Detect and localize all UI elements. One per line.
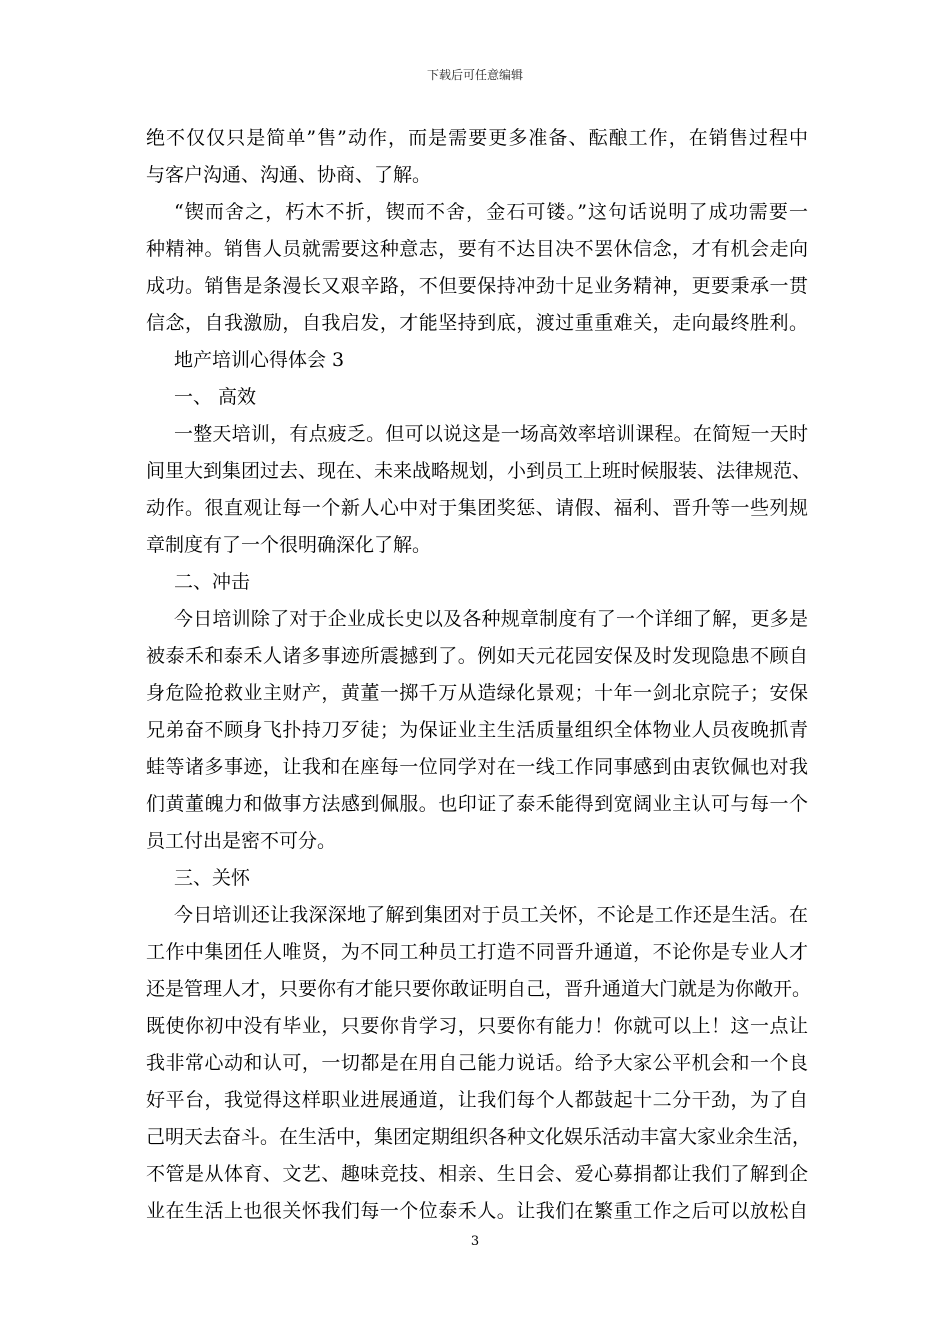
text-line: 种精神。销售人员就需要这种意志，要有不达目决不罢休信念，才有机会走向 bbox=[146, 238, 808, 260]
page-number: 3 bbox=[470, 1234, 480, 1249]
text-line: 不管是从体育、文艺、趣味竞技、相亲、生日会、爱心募捐都让我们了解到企 bbox=[146, 1163, 808, 1185]
text-line: 好平台，我觉得这样职业进展通道，让我们每个人都鼓起十二分干劲，为了自 bbox=[146, 1089, 808, 1111]
text-line: 一、 高效 bbox=[174, 386, 257, 408]
text-line: 今日培训除了对于企业成长史以及各种规章制度有了一个详细了解，更多是 bbox=[174, 608, 808, 630]
text-line: 成功。销售是条漫长又艰辛路，不但要保持冲劲十足业务精神，更要秉承一贯 bbox=[146, 275, 808, 297]
text-line: 己明天去奋斗。在生活中，集团定期组织各种文化娱乐活动丰富大家业余生活， bbox=[146, 1126, 812, 1148]
text-line: 绝不仅仅只是简单”售”动作，而是需要更多准备、酝酿工作，在销售过程中 bbox=[146, 127, 808, 149]
text-line: 信念，自我激励，自我启发，才能坚持到底，渡过重重难关，走向最终胜利。 bbox=[146, 312, 808, 334]
text-line: 身危险抢救业主财产，黄董一掷千万从造绿化景观；十年一剑北京院子；安保 bbox=[146, 682, 808, 704]
text-line: 被泰禾和泰禾人诸多事迹所震撼到了。例如天元花园安保及时发现隐患不顾自 bbox=[146, 645, 808, 667]
text-line: 三、关怀 bbox=[174, 867, 251, 889]
text-line: 兄弟奋不顾身飞扑持刀歹徒；为保证业主生活质量组织全体物业人员夜晚抓青 bbox=[146, 719, 808, 741]
text-line: 业在生活上也很关怀我们每一个位泰禾人。让我们在繁重工作之后可以放松自 bbox=[146, 1200, 808, 1222]
text-line: 蛙等诸多事迹，让我和在座每一位同学对在一线工作同事感到由衷钦佩也对我 bbox=[146, 756, 808, 778]
text-line: 章制度有了一个很明确深化了解。 bbox=[146, 534, 432, 556]
text-line: 与客户沟通、沟通、协商、了解。 bbox=[146, 164, 432, 186]
text-line: 今日培训还让我深深地了解到集团对于员工关怀，不论是工作还是生活。在 bbox=[174, 904, 808, 926]
document-body bbox=[146, 120, 812, 1230]
text-line: 一整天培训，有点疲乏。但可以说这是一场高效率培训课程。在简短一天时 bbox=[174, 423, 808, 445]
text-line: 动作。很直观让每一个新人心中对于集团奖惩、请假、福利、晋升等一些列规 bbox=[146, 497, 808, 519]
text-line: “锲而舍之，朽木不折，锲而不舍，金石可镂。”这句话说明了成功需要一 bbox=[174, 201, 808, 223]
text-line: 地产培训心得体会 3 bbox=[174, 349, 345, 371]
page-header: 下载后可任意编辑 bbox=[426, 68, 523, 82]
text-line: 我非常心动和认可，一切都是在用自己能力说话。给予大家公平机会和一个良 bbox=[146, 1052, 808, 1074]
text-line: 员工付出是密不可分。 bbox=[146, 830, 337, 852]
text-line: 工作中集团任人唯贤，为不同工种员工打造不同晋升通道，不论你是专业人才 bbox=[146, 941, 808, 963]
text-line: 还是管理人才，只要你有才能只要你敢证明自己，晋升通道大门就是为你敞开。 bbox=[146, 978, 812, 1000]
text-line: 们黄董魄力和做事方法感到佩服。也印证了泰禾能得到宽阔业主认可与每一个 bbox=[146, 793, 808, 815]
text-line: 既使你初中没有毕业，只要你肯学习，只要你有能力！你就可以上！这一点让 bbox=[146, 1015, 808, 1037]
text-line: 二、冲击 bbox=[174, 571, 251, 593]
text-line: 间里大到集团过去、现在、未来战略规划，小到员工上班时候服装、法律规范、 bbox=[146, 460, 812, 482]
